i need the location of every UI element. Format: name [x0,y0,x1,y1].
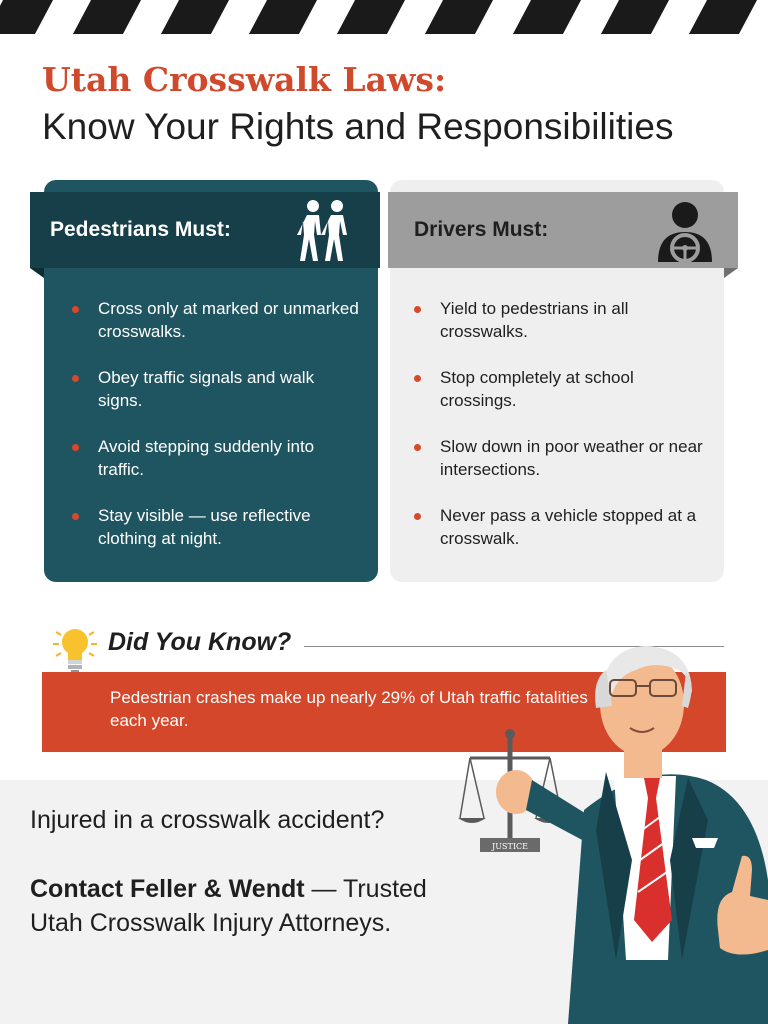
list-item: Stay visible — use reflective clothing at night. [72,504,362,550]
crosswalk-stripes [0,0,768,34]
cta-question: Injured in a crosswalk accident? [30,806,385,834]
page-title: Utah Crosswalk Laws: [42,60,447,99]
drivers-list [414,297,706,573]
list-item: Never pass a vehicle stopped at a crosswalk. [414,504,706,550]
drivers-ribbon-fold [724,268,738,278]
scale-label: JUSTICE [492,842,528,851]
drivers-title: Drivers Must: [414,218,549,241]
cta-firm-name: Contact Feller & Wendt [30,875,305,903]
did-you-know-title: Did You Know? [108,628,292,656]
lawyer-illustration [456,630,768,1024]
list-item: Cross only at marked or unmarked crosswalks. [72,297,362,343]
list-item: Yield to pedestrians in all crosswalks. [414,297,706,343]
lightbulb-icon [50,622,100,678]
pedestrians-icon [296,198,356,264]
driver-icon [654,200,716,264]
pedestrians-ribbon-fold [30,268,44,278]
fact-text: Pedestrian crashes make up nearly 29% of Utah traffic fatalities each year. [110,688,588,730]
cta-contact [30,872,450,940]
pedestrians-list [72,297,362,573]
pedestrians-title: Pedestrians Must: [50,218,231,241]
cta-tagline: — Trusted Utah Crosswalk Injury Attorneys. [30,875,427,937]
page-header [42,60,742,152]
list-item: Stop completely at school crossings. [414,366,706,412]
list-item: Avoid stepping suddenly into traffic. [72,435,362,481]
list-item: Obey traffic signals and walk signs. [72,366,362,412]
list-item: Slow down in poor weather or near intersections. [414,435,706,481]
page-subtitle: Know Your Rights and Responsibilities [42,106,674,147]
